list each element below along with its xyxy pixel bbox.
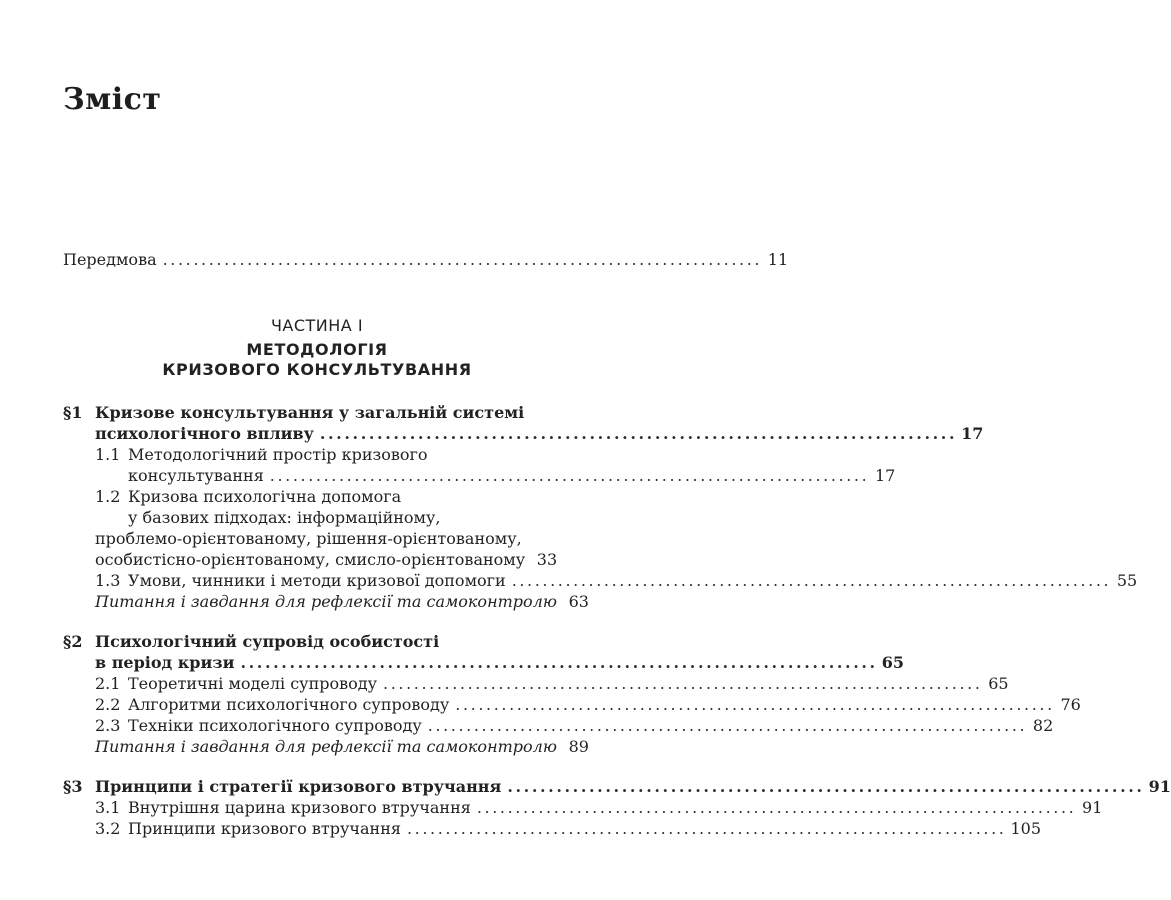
toc-entry-1-1[interactable] (128, 466, 896, 485)
leader-dots: .............................................................................. (507, 777, 1145, 796)
toc-entry-section-3[interactable] (95, 777, 1171, 796)
questions-label: Питання і завдання для рефлексії та самоконтролю (95, 592, 557, 611)
toc-entry-section-1[interactable] (95, 424, 984, 443)
page-number: 55 (1116, 571, 1138, 590)
section-title-line2: в період кризи (95, 653, 235, 672)
subsection-title: Внутрішня царина кризового втручання (128, 798, 471, 817)
page-number: 76 (1060, 695, 1081, 714)
subsection-number: 3.1 (95, 798, 121, 817)
subsection-title-line1[interactable]: Методологічний простір кризового (128, 445, 428, 464)
subsection-number: 2.3 (95, 716, 121, 735)
subsection-number: 1.2 (95, 487, 121, 506)
leader-dots: .............................................................................. (269, 466, 870, 485)
page-number: 105 (1010, 819, 1042, 838)
part-label: ЧАСТИНА І (270, 316, 364, 335)
leader-dots: .............................................................................. (511, 571, 1112, 590)
leader-dots: .............................................................................. (406, 819, 1007, 838)
subsection-number: 1.3 (95, 571, 121, 590)
leader-dots: .............................................................................. (383, 674, 983, 693)
page-number: 17 (874, 466, 896, 485)
subsection-number: 1.1 (95, 445, 121, 464)
page-number: 11 (767, 250, 789, 269)
toc-entry-preface[interactable] (63, 250, 789, 269)
page-number: 33 (536, 550, 558, 569)
leader-dots: .............................................................................. (455, 695, 1055, 714)
section-title-line1[interactable]: Кризове консультування у загальній системі (95, 403, 525, 422)
page-number: 65 (988, 674, 1009, 693)
subsection-number: 2.2 (95, 695, 121, 714)
subsection-title: Принципи кризового втручання (128, 819, 401, 838)
subsection-title: Алгоритми психологічного супроводу (128, 695, 450, 714)
toc-entry-2-2[interactable] (128, 695, 1081, 714)
toc-entry-3-1[interactable] (128, 798, 1103, 817)
subsection-title: Техніки психологічного супроводу (128, 716, 422, 735)
questions-label: Питання і завдання для рефлексії та самоконтролю (95, 737, 557, 756)
leader-dots: .............................................................................. (162, 250, 763, 269)
subsection-title-line1[interactable]: Кризова психологічна допомога (128, 487, 402, 506)
page-number: 91 (1148, 777, 1171, 796)
toc-entry-section-2[interactable] (95, 653, 904, 672)
section-title: Принципи і стратегії кризового втручання (95, 777, 502, 796)
toc-entry-2-1[interactable] (128, 674, 1009, 693)
section-number: §1 (63, 403, 83, 422)
part-title-line1: МЕТОДОЛОГІЯ (246, 340, 388, 359)
part-title-line2: КРИЗОВОГО КОНСУЛЬТУВАННЯ (162, 360, 472, 379)
page-number: 63 (568, 592, 589, 611)
leader-dots: .............................................................................. (476, 798, 1077, 817)
section-number: §3 (63, 777, 83, 796)
subsection-title-line2[interactable]: у базових підходах: інформаційному, (128, 508, 441, 527)
subsection-number: 2.1 (95, 674, 121, 693)
toc-entry-label: Передмова (63, 250, 157, 269)
toc-entry-questions-1[interactable] (95, 592, 589, 611)
subsection-title: Теоретичні моделі супроводу (128, 674, 378, 693)
section-title-line1[interactable]: Психологічний супровід особистості (95, 632, 440, 651)
leader-dots: .............................................................................. (319, 424, 958, 443)
page-number: 82 (1032, 716, 1054, 735)
toc-entry-questions-2[interactable] (95, 737, 589, 756)
page-number: 17 (961, 424, 984, 443)
toc-entry-1-3[interactable] (128, 571, 1138, 590)
section-title-line2: психологічного впливу (95, 424, 314, 443)
subsection-title-line3[interactable]: проблемо-орієнтованому, рішення-орієнтованому, (95, 529, 522, 548)
page-number: 89 (568, 737, 589, 756)
leader-dots: .............................................................................. (240, 653, 878, 672)
toc-entry-2-3[interactable] (128, 716, 1054, 735)
section-number: §2 (63, 632, 83, 651)
leader-dots: .............................................................................. (427, 716, 1028, 735)
toc-entry-3-2[interactable] (128, 819, 1042, 838)
toc-entry-1-2[interactable] (95, 550, 558, 569)
subsection-title: Умови, чинники і методи кризової допомоги (128, 571, 506, 590)
page-title: Зміст (63, 82, 162, 117)
page-number: 91 (1082, 798, 1103, 817)
subsection-title-line2: консультування (128, 466, 264, 485)
subsection-title-line4: особистісно-орієнтованому, смисло-орієнтованому (95, 550, 526, 569)
page-number: 65 (881, 653, 904, 672)
subsection-number: 3.2 (95, 819, 121, 838)
